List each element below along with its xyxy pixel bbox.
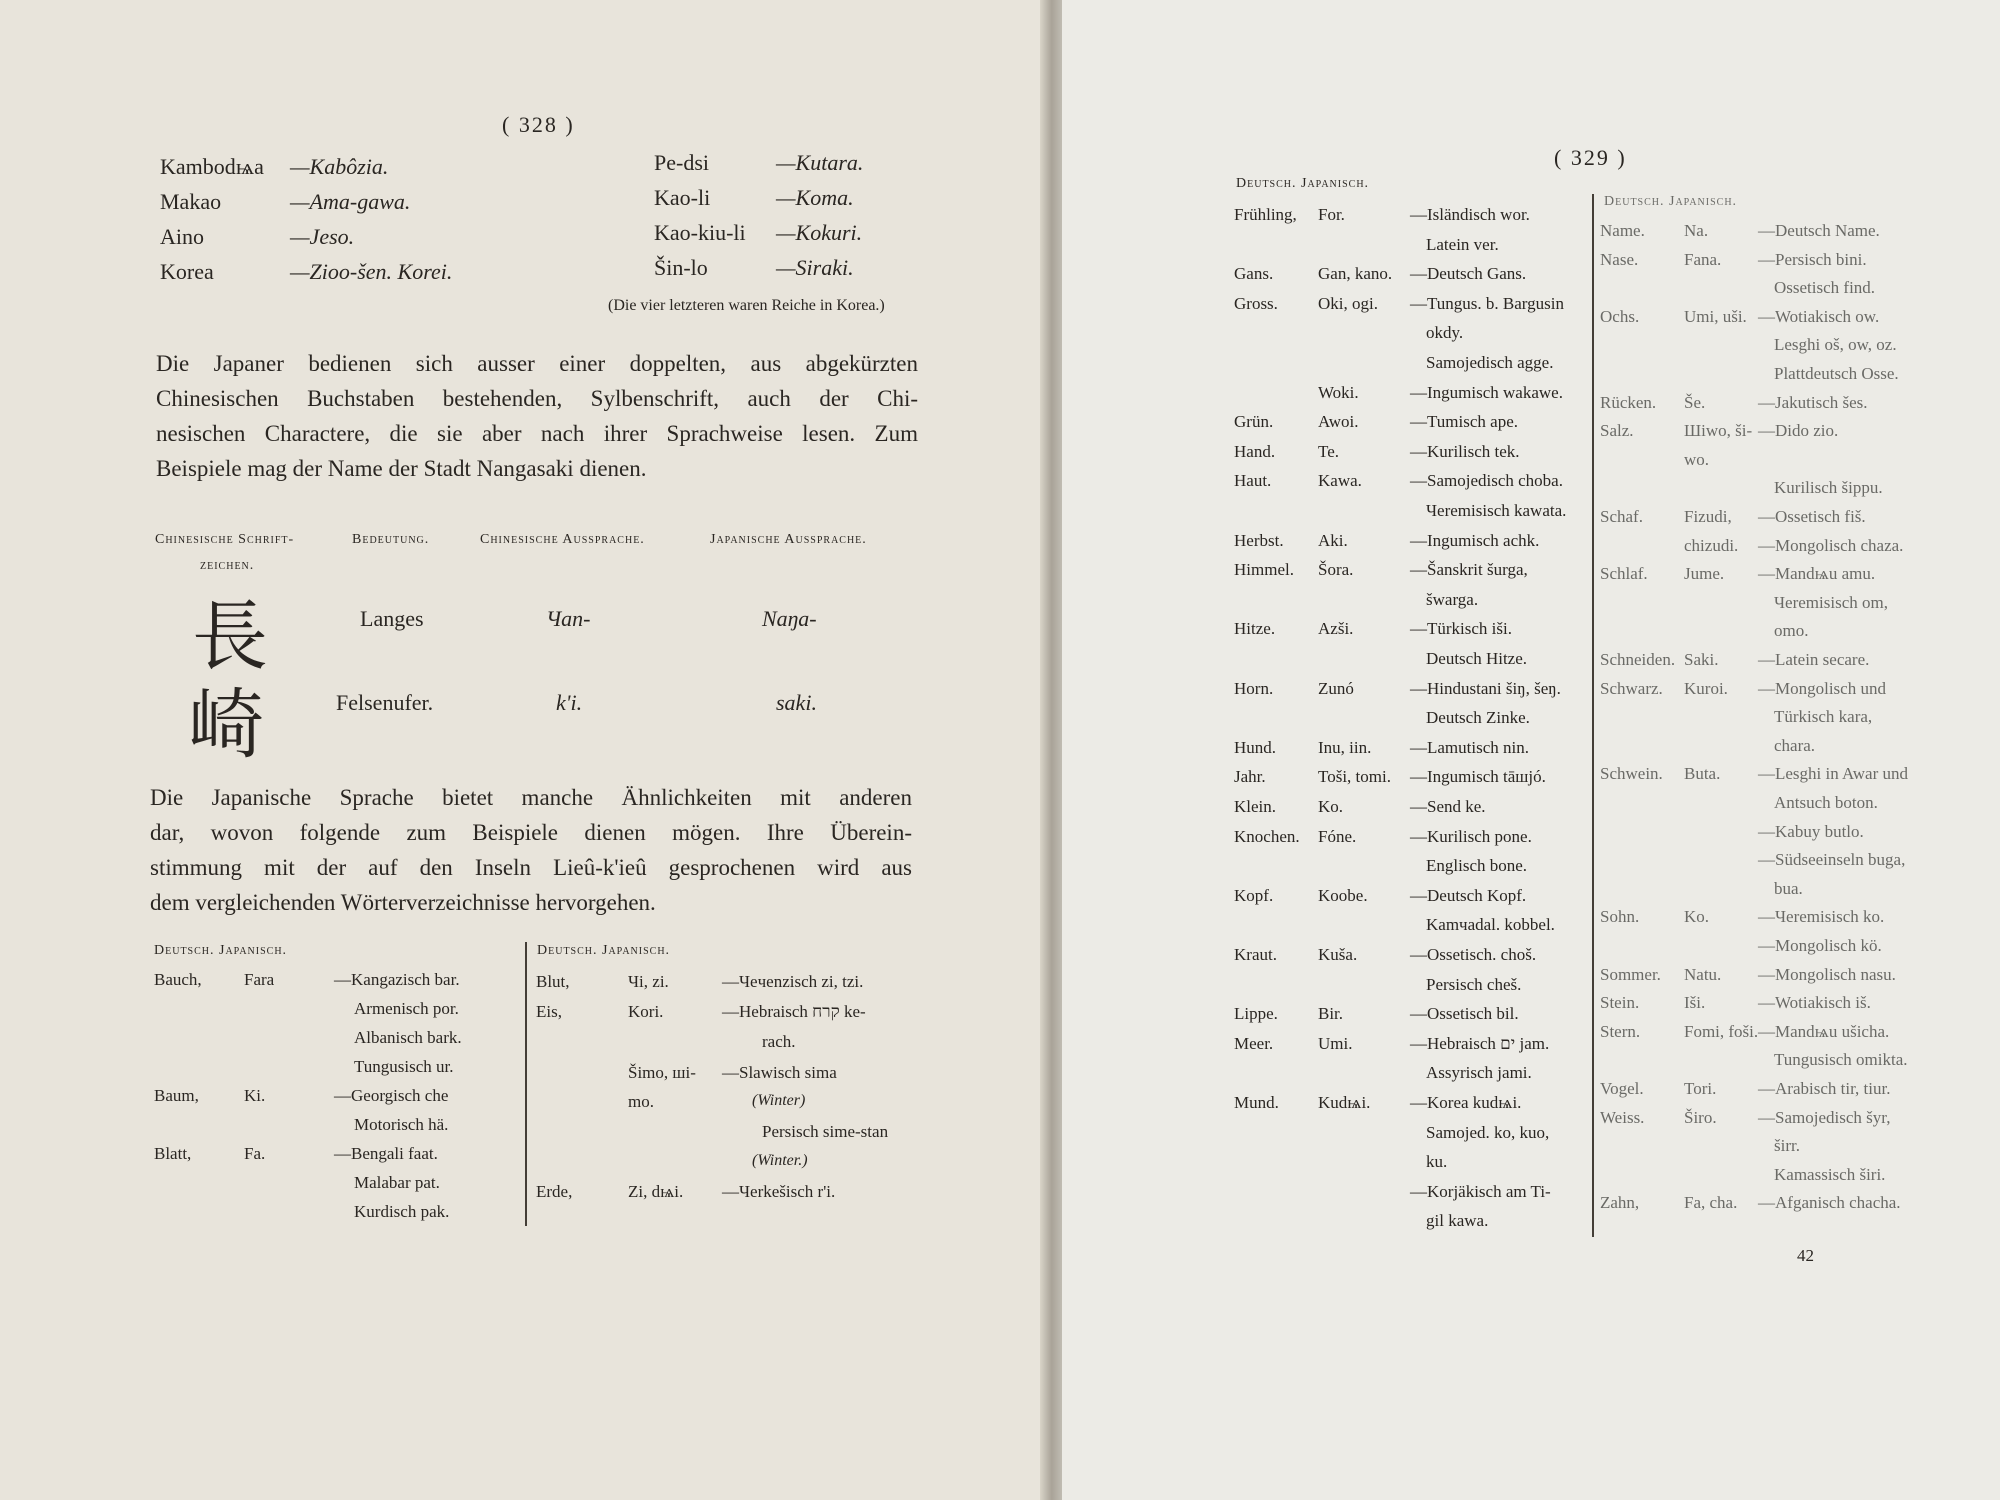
vocab-japanese: Чi, zi. <box>628 972 669 991</box>
vocab-japanese: Fóne. <box>1318 826 1357 846</box>
vocab-comparison: —Arabisch tir, tiur. <box>1758 1079 1891 1098</box>
vocab-comparison: Latein ver. <box>1426 234 1499 254</box>
vocab-comparison: —Ingumisch achk. <box>1410 530 1540 550</box>
vocab-comparison: —Lesghi in Awar und <box>1758 764 1909 784</box>
name-value: —Ama-gawa. <box>290 189 411 214</box>
column-rule <box>525 942 527 1226</box>
vocab-german: Schwein. <box>1600 764 1663 784</box>
vocab-comparison: —Slawisch sima <box>722 1063 837 1082</box>
vocab-comparison: —Korea kudѩi. <box>1410 1093 1522 1112</box>
column-rule-right <box>1592 194 1594 1237</box>
vocab-comparison: —Hebraisch ים jam. <box>1410 1033 1550 1053</box>
vocab-german: Hund. <box>1234 737 1277 757</box>
vocab-comparison: Kamassisch širi. <box>1774 1164 1886 1184</box>
vocab-german: Eis, <box>536 1002 562 1021</box>
vocab-japanese: Oki, ogi. <box>1318 293 1378 313</box>
vocab-comparison: šwarga. <box>1426 589 1479 609</box>
vocab-header-b: Deutsch. Japanisch. <box>537 943 671 958</box>
vocab-comparison: —Hebraisch קרח ke- <box>722 1002 866 1021</box>
paragraph-line: stimmung mit der auf den Inseln Lieû-k'ieû gesprochenen wird aus <box>150 855 912 880</box>
vocab-japanese: mo. <box>628 1092 654 1111</box>
vocab-german: Stein. <box>1600 993 1640 1013</box>
vocab-german: Name. <box>1600 221 1645 240</box>
vocab-japanese: Fomi, foši. <box>1684 1021 1759 1041</box>
vocab-german: Kraut. <box>1234 945 1277 964</box>
name-term: Makao <box>160 189 222 214</box>
vocab-comparison: Persisch sime-stan <box>762 1122 889 1141</box>
vocab-comparison: —Send ke. <box>1410 797 1486 816</box>
kanji-naga: 長 <box>192 592 268 681</box>
char-header-2: Bedeutung. <box>352 532 430 547</box>
kanji-saki: 崎 <box>188 680 264 769</box>
vocab-german: Hitze. <box>1234 619 1276 639</box>
vocab-japanese: Kudѩi. <box>1318 1093 1371 1112</box>
vocab-japanese: Inu, iin. <box>1318 737 1372 757</box>
vocab-comparison: Albanisch bark. <box>354 1028 462 1047</box>
vocab-japanese: Buta. <box>1684 764 1721 784</box>
vocab-comparison: —Mongolisch und <box>1758 678 1886 698</box>
vocab-comparison: —Isländisch wor. <box>1410 205 1530 224</box>
name-value: —Kabôzia. <box>290 154 389 179</box>
vocab-japanese: Šimo, ші- <box>628 1063 696 1082</box>
vocab-comparison: Kurdisch pak. <box>354 1202 450 1221</box>
vocab-japanese: Te. <box>1318 441 1339 461</box>
vocab-comparison: Samojed. ko, kuo, <box>1426 1122 1550 1142</box>
vocab-comparison: Motorisch hä. <box>354 1115 449 1134</box>
vocab-german: Bauch, <box>154 970 202 989</box>
vocab-german: Schlaf. <box>1600 564 1648 584</box>
vocab-header-d: Deutsch. Japanisch. <box>1604 194 1738 209</box>
vocab-comparison: Ossetisch find. <box>1774 278 1876 298</box>
vocab-comparison: ku. <box>1426 1152 1448 1172</box>
vocab-comparison: —Hindustani šiŋ, šeŋ. <box>1410 678 1561 698</box>
vocab-header-c: Deutsch. Japanisch. <box>1236 176 1370 191</box>
vocab-comparison: —Deutsch Gans. <box>1410 264 1527 284</box>
vocab-comparison: —Чerkešisch r'i. <box>722 1182 836 1201</box>
vocab-comparison: Deutsch Zinke. <box>1426 708 1530 728</box>
vocab-comparison: —Bengali faat. <box>334 1144 438 1163</box>
chinese-2: k'i. <box>556 690 583 715</box>
vocab-comparison: Englisch bone. <box>1426 856 1528 876</box>
vocab-german: Gross. <box>1234 293 1278 313</box>
vocab-comparison: Чeremisisch om, <box>1774 592 1888 612</box>
vocab-japanese: Gan, kano. <box>1318 264 1393 284</box>
vocab-japanese: Bir. <box>1318 1004 1344 1024</box>
paragraph-line: Chinesischen Buchstaben bestehenden, Sylbenschrift, auch der Chi- <box>156 386 918 411</box>
name-term: Aino <box>160 224 204 249</box>
signature-mark: 42 <box>1797 1246 1814 1265</box>
vocab-comparison: —Korjäkisch am Ti- <box>1410 1181 1551 1201</box>
vocab-japanese: Natu. <box>1684 964 1722 984</box>
vocab-japanese: Toši, tomi. <box>1318 767 1391 787</box>
vocab-japanese: Zunó <box>1318 678 1354 698</box>
vocab-comparison: —Wotiakisch iš. <box>1758 993 1871 1013</box>
vocab-japanese: Šora. <box>1318 560 1354 580</box>
name-term: Kao-kiu-li <box>654 220 746 245</box>
vocab-japanese: wo. <box>1684 449 1710 469</box>
char-header-1: Chinesische Schrift- <box>155 532 295 547</box>
vocab-comparison: —Samojedisch choba. <box>1410 471 1563 491</box>
vocab-german: Knochen. <box>1234 826 1300 846</box>
name-term: Korea <box>160 259 214 284</box>
vocab-comparison: —Ossetisch fiš. <box>1758 507 1866 526</box>
vocab-japanese: Fa, cha. <box>1684 1193 1738 1213</box>
vocab-japanese: Umi, uši. <box>1684 306 1747 326</box>
vocab-comparison: —Dido zio. <box>1758 421 1839 441</box>
vocab-comparison: Persisch cheš. <box>1426 974 1522 994</box>
vocab-comparison: —Jakutisch šes. <box>1758 392 1868 412</box>
paragraph-line: Die Japanische Sprache bietet manche Ähnlichkeiten mit anderen <box>150 785 912 810</box>
vocab-comparison: —Чeчenzisch zi, tzi. <box>722 972 864 991</box>
paragraph-line: dem vergleichenden Wörterverzeichnisse hervorgehen. <box>150 890 656 915</box>
vocab-comparison: Assyrisch jami. <box>1426 1063 1532 1083</box>
paragraph-1 <box>156 346 918 486</box>
vocab-japanese: Jume. <box>1684 564 1725 584</box>
vocab-comparison: gil kawa. <box>1426 1211 1489 1231</box>
vocab-german: Ochs. <box>1600 306 1640 326</box>
vocab-comparison: —Lamutisch nin. <box>1410 737 1529 757</box>
name-term: Kambodѩa <box>160 154 264 179</box>
vocab-comparison: Plattdeutsch Osse. <box>1774 364 1899 383</box>
paragraph-2 <box>150 780 912 920</box>
vocab-japanese: Azši. <box>1318 619 1354 639</box>
vocab-comparison: bua. <box>1774 878 1803 898</box>
vocab-japanese: Iši. <box>1684 993 1706 1013</box>
vocab-japanese: Na. <box>1684 221 1709 240</box>
names-note: (Die vier letzteren waren Reiche in Korea.) <box>608 297 885 314</box>
vocab-german: Mund. <box>1234 1093 1279 1112</box>
vocab-german: Horn. <box>1234 678 1274 698</box>
vocab-comparison: —Mongolisch chaza. <box>1758 535 1904 555</box>
vocab-comparison: Samojedisch agge. <box>1426 353 1554 372</box>
paragraph-line: dar, wovon folgende zum Beispiele dienen mögen. Ihre Überein- <box>150 820 912 845</box>
char-header-3: Chinesische Aussprache. <box>480 532 645 547</box>
vocab-comparison: (Winter.) <box>752 1152 808 1169</box>
vocab-japanese: Kori. <box>628 1002 664 1021</box>
name-term: Kao-li <box>654 185 711 210</box>
name-value: —Zioo-šen. Korei. <box>290 259 453 284</box>
vocab-comparison: Tungusisch ur. <box>354 1057 454 1076</box>
vocab-comparison: —Afganisch chacha. <box>1758 1193 1901 1213</box>
vocab-comparison: Kurilisch šippu. <box>1774 478 1883 498</box>
paragraph-line: Die Japaner bedienen sich ausser einer doppelten, aus abgekürzten <box>156 351 918 376</box>
vocab-german: Salz. <box>1600 421 1634 441</box>
vocab-comparison: širr. <box>1774 1136 1800 1156</box>
paragraph-line: nesischen Charactere, die sie aber nach ihrer Sprachweise lesen. Zum <box>156 421 918 446</box>
vocab-german: Gans. <box>1234 264 1274 284</box>
japanese-2: saki. <box>776 690 817 715</box>
meaning-1: Langes <box>360 606 424 631</box>
vocab-comparison: —Tumisch ape. <box>1410 412 1518 432</box>
vocab-japanese: Kuroi. <box>1684 678 1728 698</box>
vocab-german: Zahn, <box>1600 1193 1640 1213</box>
vocab-comparison: —Ossetisch. choš. <box>1410 945 1537 964</box>
vocab-german: Schwarz. <box>1600 678 1663 698</box>
vocab-comparison: —Kurilisch tek. <box>1410 441 1520 461</box>
vocab-japanese: Kawa. <box>1318 471 1362 491</box>
vocab-japanese: Fa. <box>244 1144 266 1163</box>
vocab-comparison: —Wotiakisch ow. <box>1758 306 1880 326</box>
vocab-japanese: For. <box>1318 205 1345 224</box>
vocab-comparison: —Kurilisch pone. <box>1410 826 1532 846</box>
vocab-japanese: Awoi. <box>1318 412 1359 432</box>
vocab-japanese: Ko. <box>1318 797 1344 816</box>
vocab-comparison: —Latein secare. <box>1758 650 1870 669</box>
vocab-japanese: Kuša. <box>1318 945 1358 964</box>
vocab-comparison: Antsuch boton. <box>1774 793 1878 812</box>
vocab-german: Grün. <box>1234 412 1274 432</box>
vocab-japanese: Fizudi, <box>1684 507 1732 526</box>
vocab-comparison: —Deutsch Name. <box>1758 221 1880 240</box>
vocab-german: Schneiden. <box>1600 650 1676 669</box>
vocab-german: Stern. <box>1600 1021 1641 1041</box>
vocab-german: Hand. <box>1234 441 1276 461</box>
vocab-comparison: (Winter) <box>752 1092 806 1109</box>
char-header-1b: zeichen. <box>200 558 255 573</box>
vocab-japanese: Woki. <box>1318 382 1359 402</box>
vocab-german: Lippe. <box>1234 1004 1278 1024</box>
vocab-comparison: —Samojedisch šyr, <box>1758 1107 1891 1127</box>
vocab-german: Rücken. <box>1600 392 1657 412</box>
vocab-comparison: —Kabuy butlo. <box>1758 821 1864 841</box>
vocab-comparison: —Mandѩu ušicha. <box>1758 1021 1890 1041</box>
vocab-comparison: omo. <box>1774 621 1809 641</box>
vocab-comparison: Armenisch por. <box>354 999 459 1018</box>
vocab-comparison: —Mongolisch nasu. <box>1758 964 1896 984</box>
vocab-comparison: —Mandѩu amu. <box>1758 564 1876 584</box>
vocab-german: Blut, <box>536 972 570 991</box>
vocab-japanese: chizudi. <box>1684 535 1739 555</box>
vocab-japanese: Koobe. <box>1318 885 1368 905</box>
vocab-comparison: Kamчadal. kobbel. <box>1426 915 1555 935</box>
page-number-right: ( 329 ) <box>1554 145 1627 170</box>
name-term: Šin-lo <box>654 255 708 280</box>
page-number: ( 328 ) <box>502 112 575 137</box>
vocab-german: Sohn. <box>1600 907 1640 927</box>
vocab-comparison: —Deutsch Kopf. <box>1410 885 1527 905</box>
vocab-japanese: Ko. <box>1684 907 1710 927</box>
vocab-german: Klein. <box>1234 797 1277 816</box>
paragraph-line: Beispiele mag der Name der Stadt Nangasaki dienen. <box>156 456 647 481</box>
char-header-4: Japanische Aussprache. <box>710 532 867 547</box>
vocab-japanese: Ki. <box>244 1086 266 1105</box>
vocab-comparison: —Georgisch che <box>334 1086 449 1105</box>
meaning-2: Felsenufer. <box>336 690 434 715</box>
vocab-german: Kopf. <box>1234 885 1274 905</box>
name-value: —Koma. <box>776 185 854 210</box>
vocab-german: Schaf. <box>1600 507 1643 526</box>
vocab-comparison: —Türkisch iši. <box>1410 619 1512 639</box>
vocab-german: Meer. <box>1234 1033 1274 1053</box>
vocab-header-a: Deutsch. Japanisch. <box>154 943 288 958</box>
vocab-german: Baum, <box>154 1086 199 1105</box>
vocab-japanese: Tori. <box>1684 1079 1717 1098</box>
vocab-german: Herbst. <box>1234 530 1284 550</box>
vocab-japanese: Шiwo, ši- <box>1684 421 1753 441</box>
vocab-german: Vogel. <box>1600 1079 1644 1098</box>
vocab-japanese: Saki. <box>1684 650 1719 669</box>
vocab-comparison: —Ingumisch wakawe. <box>1410 382 1563 402</box>
vocab-comparison: Чeremisisch kawata. <box>1426 501 1567 520</box>
vocab-comparison: Malabar pat. <box>354 1173 440 1192</box>
vocab-comparison: —Persisch bini. <box>1758 249 1867 269</box>
vocab-german: Blatt, <box>154 1144 192 1163</box>
vocab-comparison: —Чeremisisch ko. <box>1758 907 1885 927</box>
vocab-comparison: —Šanskrit šurga, <box>1410 560 1528 580</box>
chinese-1: Чan- <box>546 606 591 631</box>
vocab-german: Nase. <box>1600 249 1639 269</box>
vocab-japanese: Aki. <box>1318 530 1348 550</box>
vocab-japanese: Zi, dѩi. <box>628 1182 684 1201</box>
vocab-comparison: okdy. <box>1426 323 1464 343</box>
vocab-german: Himmel. <box>1234 560 1294 580</box>
vocab-japanese: Širo. <box>1684 1107 1717 1127</box>
vocab-comparison: —Südseeinseln buga, <box>1758 850 1906 870</box>
vocab-german: Sommer. <box>1600 964 1661 984</box>
vocab-comparison: chara. <box>1774 735 1816 755</box>
name-value: —Kokuri. <box>776 220 863 245</box>
name-value: —Jeso. <box>290 224 355 249</box>
vocab-comparison: —Ingumisch tāшjó. <box>1410 767 1546 787</box>
vocab-japanese: Še. <box>1684 392 1706 412</box>
vocab-german: Jahr. <box>1234 767 1266 787</box>
vocab-comparison: —Tungus. b. Bargusin <box>1410 293 1564 313</box>
name-term: Pe-dsi <box>654 150 709 175</box>
vocab-comparison: Lesghi oš, ow, oz. <box>1774 335 1897 355</box>
vocab-comparison: Türkisch kara, <box>1774 707 1873 727</box>
vocab-japanese: Umi. <box>1318 1033 1353 1053</box>
name-value: —Siraki. <box>776 255 854 280</box>
name-value: —Kutara. <box>776 150 864 175</box>
vocab-german: Frühling, <box>1234 205 1297 224</box>
vocab-comparison: rach. <box>762 1032 796 1051</box>
vocab-comparison: —Ossetisch bil. <box>1410 1004 1519 1024</box>
vocab-comparison: Tungusisch omikta. <box>1774 1050 1908 1070</box>
vocab-japanese: Fara <box>244 970 275 989</box>
vocab-german: Weiss. <box>1600 1107 1645 1127</box>
vocab-comparison: Deutsch Hitze. <box>1426 649 1528 668</box>
vocab-german: Haut. <box>1234 471 1272 491</box>
vocab-german: Erde, <box>536 1182 573 1201</box>
right-page <box>1062 0 2000 1500</box>
vocab-japanese: Fana. <box>1684 249 1722 269</box>
vocab-comparison: —Mongolisch kö. <box>1758 936 1882 955</box>
vocab-comparison: —Kangazisch bar. <box>334 970 460 989</box>
japanese-1: Naŋa- <box>762 606 817 631</box>
